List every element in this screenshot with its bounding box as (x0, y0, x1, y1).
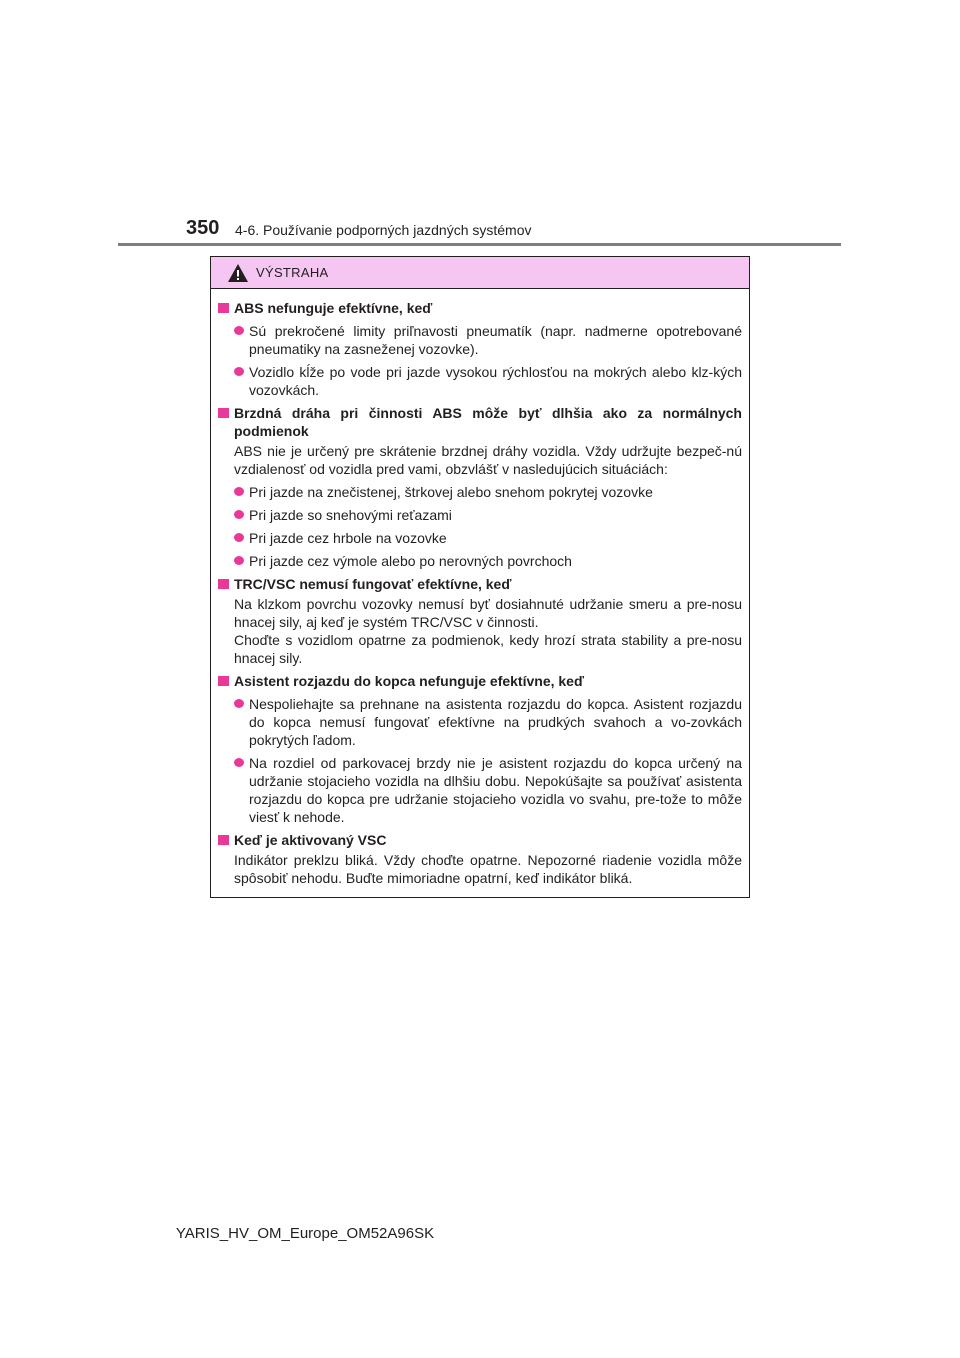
section-heading: Asistent rozjazdu do kopca nefunguje efektívne, keď (218, 672, 742, 690)
circle-bullet-icon (234, 367, 244, 376)
section-heading: Keď je aktivovaný VSC (218, 831, 742, 849)
list-item: Pri jazde cez výmole alebo po nerovných povrchoch (218, 552, 742, 570)
section-title: 4-6. Používanie podporných jazdných systémov (235, 222, 532, 238)
warning-section-braking-distance (218, 404, 742, 570)
warning-section-trc-vsc (218, 575, 742, 667)
warning-content (211, 289, 749, 887)
warning-title: VÝSTRAHA (256, 265, 329, 280)
warning-box (210, 256, 750, 898)
square-bullet-icon (218, 579, 229, 589)
circle-bullet-icon (234, 487, 244, 496)
square-bullet-icon (218, 303, 229, 313)
square-bullet-icon (218, 408, 229, 418)
section-text: Na klzkom povrchu vozovky nemusí byť dosiahnuté udržanie smeru a pre-nosu hnacej sily, aj keď je systém TRC/VSC v činnosti. (234, 596, 742, 630)
warning-section-hill-start-assist (218, 672, 742, 826)
list-item: Vozidlo kĺže po vode pri jazde vysokou rýchlosťou na mokrých alebo klz-kých vozovkách. (218, 363, 742, 399)
warning-section-abs (218, 299, 742, 399)
list-item: Nespoliehajte sa prehnane na asistenta rozjazdu do kopca. Asistent rozjazdu do kopca nemusí fungovať efektívne na prudkých svahoch a vo-zovkách pokrytých ľadom. (218, 695, 742, 749)
section-heading: Brzdná dráha pri činnosti ABS môže byť dlhšia ako za normálnych podmienok (218, 404, 742, 440)
page-number: 350 (186, 217, 220, 239)
circle-bullet-icon (234, 510, 244, 519)
section-heading: TRC/VSC nemusí fungovať efektívne, keď (218, 575, 742, 593)
square-bullet-icon (218, 835, 229, 845)
section-heading: ABS nefunguje efektívne, keď (218, 299, 742, 317)
warning-section-vsc-activated (218, 831, 742, 887)
warning-header (211, 257, 749, 289)
list-item: Sú prekročené limity priľnavosti pneumatík (napr. nadmerne opotrebované pneumatiky na zasneženej vozovke). (218, 322, 742, 358)
circle-bullet-icon (234, 758, 244, 767)
warning-triangle-icon (227, 263, 249, 283)
header-divider (118, 243, 841, 246)
list-item: Pri jazde na znečistenej, štrkovej alebo snehom pokrytej vozovke (218, 483, 742, 501)
section-text: Indikátor preklzu bliká. Vždy choďte opatrne. Nepozorné riadenie vozidla môže spôsobiť nehodu. Buďte mimoriadne opatrní, keď indikátor bliká. (234, 852, 742, 886)
circle-bullet-icon (234, 556, 244, 565)
list-item: Pri jazde so snehovými reťazami (218, 506, 742, 524)
circle-bullet-icon (234, 326, 244, 335)
list-item: Na rozdiel od parkovacej brzdy nie je asistent rozjazdu do kopca určený na udržanie stojacieho vozidla na dlhšiu dobu. Nepokúšajte sa používať asistenta rozjazdu do kopca pre udržanie stojacieho vozidla vo svahu, pre-tože to môže viesť k nehode. (218, 754, 742, 826)
section-text: Choďte s vozidlom opatrne za podmienok, kedy hrozí strata stability a pre-nosu hnacej sily. (234, 632, 742, 666)
circle-bullet-icon (234, 699, 244, 708)
document-code: YARIS_HV_OM_Europe_OM52A96SK (175, 1225, 435, 1242)
list-item: Pri jazde cez hrbole na vozovke (218, 529, 742, 547)
section-text: ABS nie je určený pre skrátenie brzdnej dráhy vozidla. Vždy udržujte bezpeč-nú vzdialenosť od vozidla pred vami, obzvlášť v nasledujúcich situáciách: (234, 443, 742, 477)
circle-bullet-icon (234, 533, 244, 542)
square-bullet-icon (218, 676, 229, 686)
